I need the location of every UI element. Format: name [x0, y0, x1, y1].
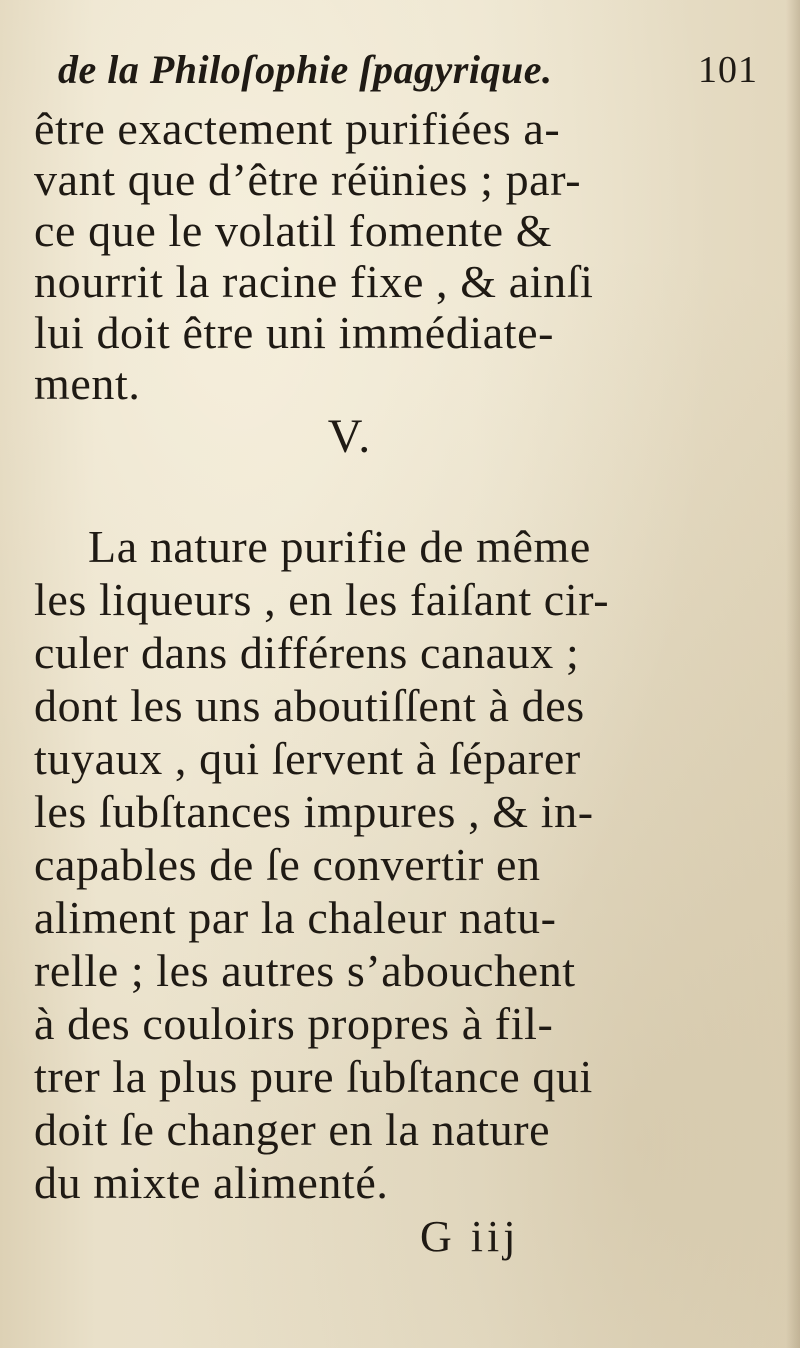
text-line: aliment par la chaleur natu-	[34, 892, 557, 943]
text-line: être exactement purifiées a-	[34, 103, 561, 154]
text-line: La nature purifie de même	[88, 521, 591, 572]
text-line: relle ; les autres s’abouchent	[34, 945, 576, 996]
text-line: lui doit être uni immédiate-	[34, 307, 555, 358]
page-edge-shadow	[786, 0, 800, 1348]
section-heading: V.	[327, 410, 373, 463]
signature-mark: G iij	[420, 1212, 520, 1261]
page-number: 101	[698, 49, 758, 91]
text-line: les liqueurs , en les faiſant cir-	[34, 574, 610, 625]
text-line: tuyaux , qui ſervent à ſéparer	[34, 733, 581, 784]
text-line: ce que le volatil fomente &	[34, 205, 553, 256]
text-line: dont les uns aboutiſſent à des	[34, 680, 585, 731]
text-line: du mixte alimenté.	[34, 1157, 389, 1208]
text-line: culer dans différens canaux ;	[34, 627, 580, 678]
text-line: ment.	[34, 358, 141, 409]
running-title: de la Philoſophie ſpagyrique.	[58, 47, 553, 92]
page-header	[58, 42, 758, 98]
text-line: à des couloirs propres à fil-	[34, 998, 554, 1049]
text-line: vant que d’être réünies ; par-	[34, 154, 582, 205]
text-line: capables de ſe convertir en	[34, 839, 541, 890]
text-line: les ſubſtances impures , & in-	[34, 786, 594, 837]
text-line: trer la plus pure ſubſtance qui	[34, 1051, 593, 1102]
text-line: doit ſe changer en la nature	[34, 1104, 551, 1155]
text-line: nourrit la racine fixe , & ainſi	[34, 256, 594, 307]
